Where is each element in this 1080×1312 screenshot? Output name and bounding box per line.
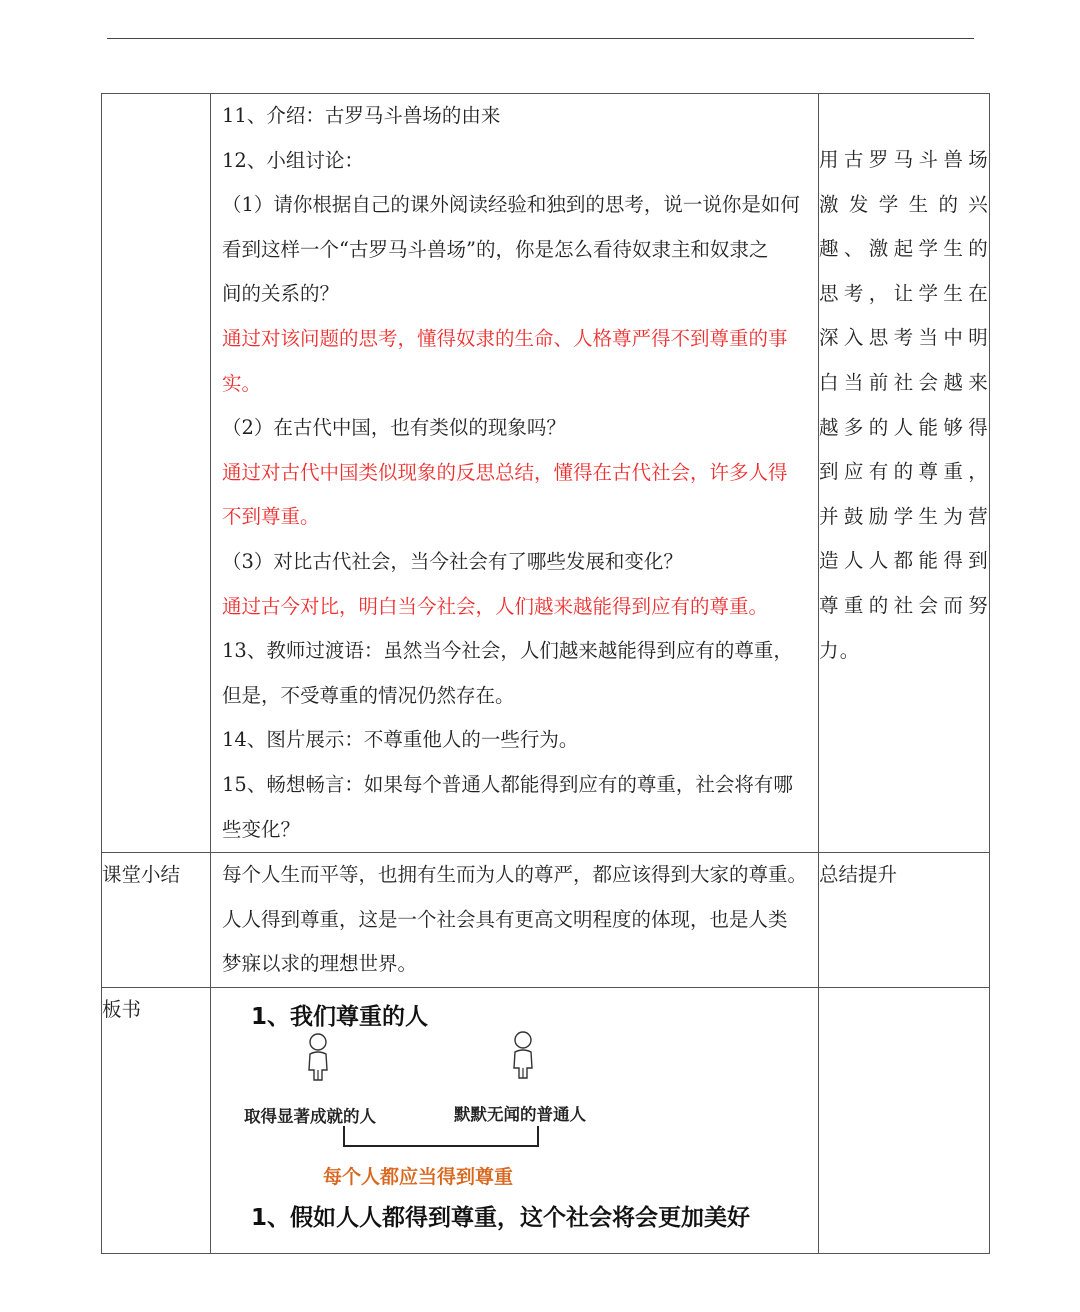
- intent-line: 深入思考当中明: [819, 326, 989, 350]
- activity-line: （1）请你根据自己的课外阅读经验和独到的思考，说一说你是如何: [222, 193, 800, 217]
- activity-line: 些变化？: [222, 817, 301, 841]
- row-label-activities: [102, 94, 211, 853]
- activity-line: 通过对古代中国类似现象的反思总结，懂得在古代社会，许多人得: [222, 460, 788, 484]
- activity-line: 13、教师过渡语：虽然当今社会，人们越来越能得到应有的尊重，: [222, 639, 793, 663]
- intent-line: 思考，让学生在: [819, 281, 989, 305]
- board-conclusion: 每个人都应当得到尊重: [323, 1166, 514, 1189]
- activity-line: 12、小组讨论：: [222, 148, 364, 172]
- intent-line: 到应有的尊重，: [819, 460, 989, 484]
- activities-intent: [819, 94, 990, 853]
- summary-line: 每个人生而平等，也拥有生而为人的尊严，都应该得到大家的尊重。: [222, 863, 808, 887]
- table-row: [102, 94, 990, 853]
- activity-line: 通过古今对比，明白当今社会，人们越来越能得到应有的尊重。: [222, 594, 769, 618]
- bracket-connector: [341, 1124, 541, 1150]
- activity-line: 通过对该问题的思考，懂得奴隶的生命、人格尊严得不到尊重的事: [222, 326, 788, 350]
- intent-line: 趣、激起学生的: [819, 237, 989, 261]
- activity-line: 15、畅想畅言：如果每个普通人都能得到应有的尊重，社会将有哪: [222, 772, 793, 796]
- header-rule: [107, 38, 974, 39]
- activity-line: 14、图片展示：不尊重他人的一些行为。: [222, 728, 579, 752]
- activity-line: 不到尊重。: [222, 505, 320, 529]
- board-intent: [819, 988, 990, 1254]
- person-label-achiever: 取得显著成就的人: [244, 1107, 376, 1127]
- activities-content: [211, 94, 819, 853]
- summary-intent: 总结提升: [819, 853, 990, 988]
- row-label-summary: 课堂小结: [102, 853, 211, 988]
- person-label-ordinary: 默默无闻的普通人: [454, 1105, 586, 1125]
- activity-line: 间的关系的？: [222, 282, 340, 306]
- activity-line: 实。: [222, 371, 262, 395]
- activity-line: （3）对比古代社会，当今社会有了哪些发展和变化？: [222, 549, 683, 573]
- summary-line: 梦寐以求的理想世界。: [222, 952, 418, 976]
- intent-line: 尊重的社会而努: [819, 593, 989, 617]
- intent-line: 用古罗马斗兽场: [819, 148, 989, 171]
- person-icon: [303, 1032, 333, 1082]
- lesson-table: [101, 93, 990, 1254]
- intent-line: 力。: [819, 638, 861, 662]
- intent-line: 白当前社会越来: [819, 370, 989, 394]
- intent-line: 越多的人能够得: [819, 415, 989, 439]
- summary-content: [211, 853, 819, 988]
- board-content: [211, 988, 819, 1254]
- table-row: [102, 988, 990, 1254]
- activity-line: 但是，不受尊重的情况仍然存在。: [222, 683, 515, 707]
- activity-line: 看到这样一个“古罗马斗兽场”的，你是怎么看待奴隶主和奴隶之: [222, 237, 769, 261]
- board-heading-2: 1、假如人人都得到尊重，这个社会将会更加美好: [251, 1205, 751, 1232]
- activity-line: 11、介绍：古罗马斗兽场的由来: [222, 104, 501, 127]
- board-heading-1: 1、我们尊重的人: [251, 1004, 429, 1031]
- row-label-board: 板书: [102, 988, 211, 1254]
- summary-line: 人人得到尊重，这是一个社会具有更高文明程度的体现，也是人类: [222, 907, 788, 931]
- table-row: [102, 853, 990, 988]
- intent-line: 激发学生的兴: [819, 192, 989, 216]
- intent-line: 造人人都能得到: [819, 549, 989, 573]
- intent-line: 并鼓励学生为营: [819, 504, 989, 528]
- activity-line: （2）在古代中国，也有类似的现象吗？: [222, 416, 566, 440]
- person-icon: [508, 1030, 538, 1080]
